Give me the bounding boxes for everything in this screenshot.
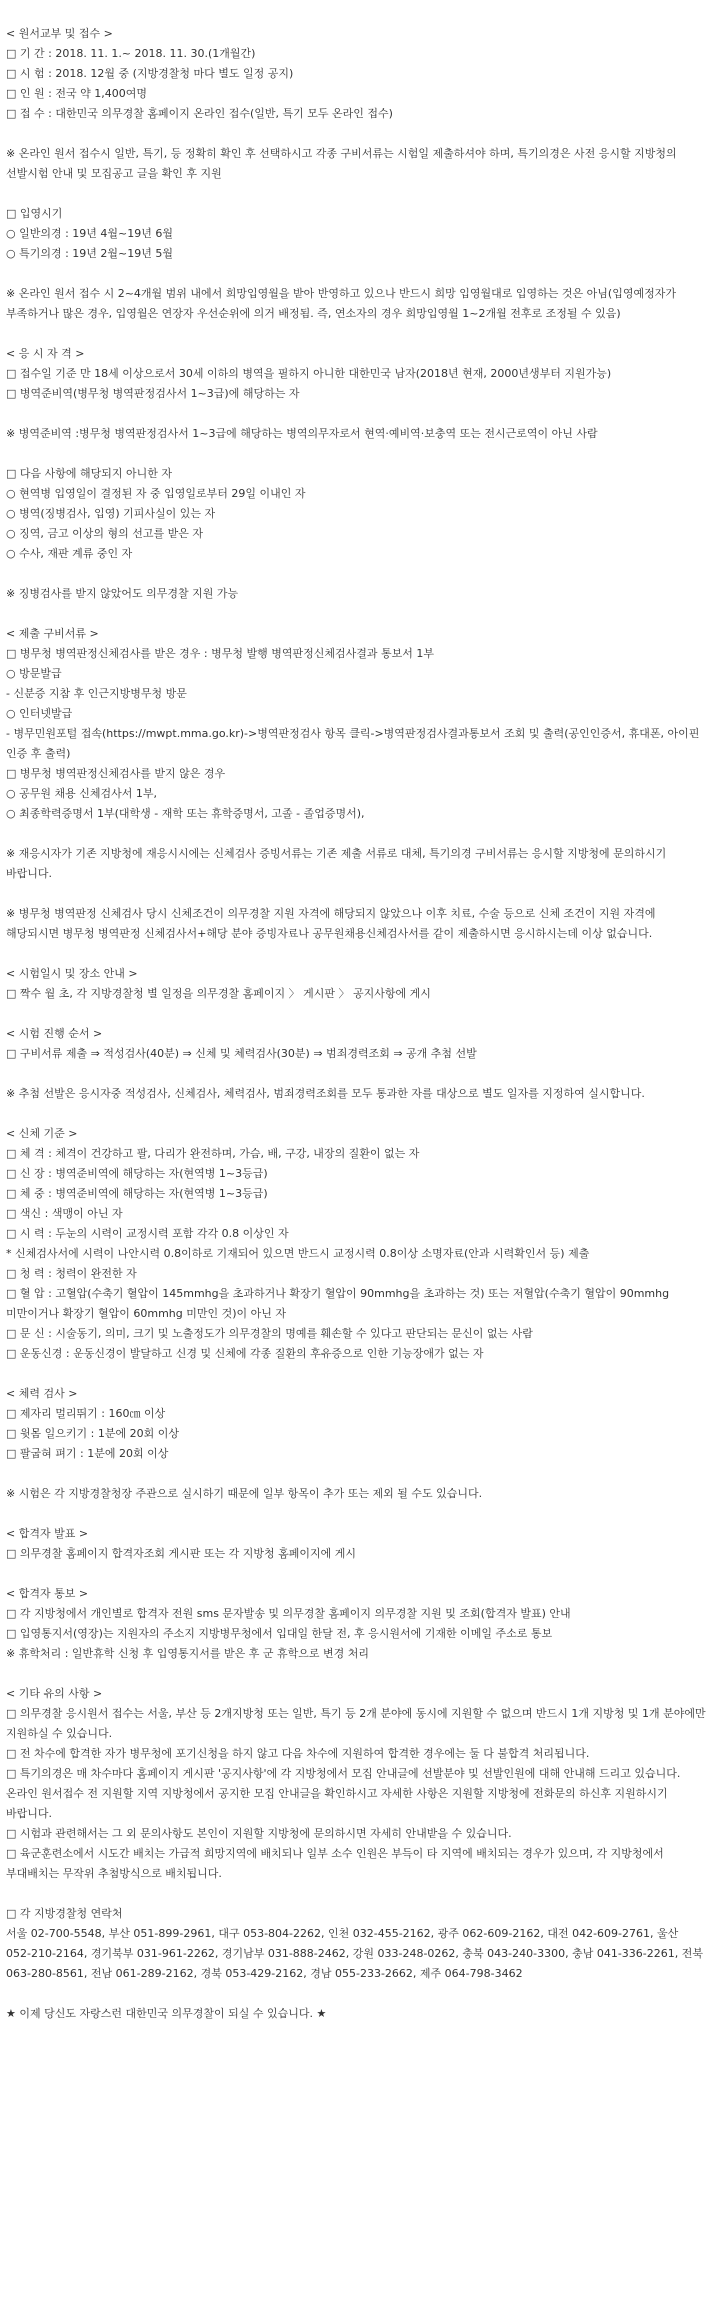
section-line: ○ 특기의경 : 19년 2월~19년 5월 xyxy=(6,247,174,260)
section-heading: ※ 시험은 각 지방경찰청장 주관으로 실시하기 때문에 일부 항목이 추가 또는 제외 될 수도 있습니다. xyxy=(6,1487,483,1500)
section-other xyxy=(6,1684,706,1884)
section-notification xyxy=(6,1584,706,1664)
section-heading: □ 입영시기 xyxy=(6,207,63,220)
section-application xyxy=(6,24,706,124)
section-line: ○ 수사, 재판 계류 중인 자 xyxy=(6,547,133,560)
section-line: □ 의무경찰 응시원서 접수는 서울, 부산 등 2개지방청 또는 일반, 특기 등 2개 분야에 동시에 지원할 수 없으며 반드시 1개 지방청 및 1개 분야에만 지원하실 수 있습니다. xyxy=(6,1707,706,1740)
section-line: □ 혈 압 : 고혈압(수축기 혈압이 145mmhg을 초과하거나 확장기 혈압이 90mmhg을 초과하는 것) 또는 저혈압(수축기 혈압이 90mmhg 미만이거나 확장기 혈압이 60mmhg 미만인 것)이 아닌 자 xyxy=(6,1287,670,1320)
section-fitness xyxy=(6,1384,706,1464)
section-line: □ 청 력 : 청력이 완전한 자 xyxy=(6,1267,137,1280)
section-line: ○ 방문발급 xyxy=(6,667,62,680)
section-heading: < 제출 구비서류 > xyxy=(6,627,99,640)
section-heading: ※ 병역준비역 :병무청 병역판정검사서 1~3급에 해당하는 병역의무자로서 현역·예비역·보충역 또는 전시근로역이 아닌 사람 xyxy=(6,427,598,440)
section-heading: □ 다음 사항에 해당되지 아니한 자 xyxy=(6,467,173,480)
section-line: □ 기 간 : 2018. 11. 1.~ 2018. 11. 30.(1개월간) xyxy=(6,47,256,60)
section-exam-note xyxy=(6,584,706,604)
section-line: - 병무민원포털 접속(https://mwpt.mma.go.kr)->병역판정검사 항목 클릭->병역판정검사결과통보서 조회 및 출력(공인인증서, 휴대폰, 아이핀 인증 후 출력) xyxy=(6,727,700,760)
section-line: □ 색신 : 색맹이 아닌 자 xyxy=(6,1207,123,1220)
section-line: □ 병무청 병역판정신체검사를 받은 경우 : 병무청 발행 병역판정신체검사결과 통보서 1부 xyxy=(6,647,434,660)
section-line: □ 시험과 관련해서는 그 외 문의사항도 본인이 지원할 지방청에 문의하시면 자세히 안내받을 수 있습니다. xyxy=(6,1827,512,1840)
section-line: □ 시 험 : 2018. 12월 중 (지방경찰청 마다 별도 일정 공지) xyxy=(6,67,294,80)
section-line: ※ 휴학처리 : 일반휴학 신청 후 입영통지서를 받은 후 군 휴학으로 변경 처리 xyxy=(6,1647,370,1660)
section-line: □ 전 차수에 합격한 자가 병무청에 포기신청을 하지 않고 다음 차수에 지원하여 합격한 경우에는 둘 다 불합격 처리됩니다. xyxy=(6,1747,590,1760)
section-line: - 신분증 지참 후 인근지방병무청 방문 xyxy=(6,687,187,700)
section-line: □ 신 장 : 병역준비역에 해당하는 자(현역병 1~3등급) xyxy=(6,1167,268,1180)
section-line: ○ 현역병 입영일이 결정된 자 중 입영일로부터 29일 이내인 자 xyxy=(6,487,306,500)
section-reserve-note xyxy=(6,424,706,444)
section-heading: < 응 시 자 격 > xyxy=(6,347,85,360)
section-qualification xyxy=(6,344,706,404)
section-heading: ※ 병무청 병역판정 신체검사 당시 신체조건이 의무경찰 지원 자격에 해당되지 않았으나 이후 치료, 수술 등으로 신체 조건이 지원 자격에 해당되시면 병무청 병역판정 신체검사서+해당 분야 증빙자료나 공무원채용신체검사서를 같이 제출하시면 응시하시는데 이상 없습니다. xyxy=(6,907,656,940)
section-disqualification xyxy=(6,464,706,564)
section-heading: < 시험 진행 순서 > xyxy=(6,1027,103,1040)
section-line: □ 체 중 : 병역준비역에 해당하는 자(현역병 1~3등급) xyxy=(6,1187,268,1200)
section-lottery-note xyxy=(6,1084,706,1104)
section-heading: < 합격자 통보 > xyxy=(6,1587,89,1600)
section-heading: ※ 추첨 선발은 응시자중 적성검사, 신체검사, 체력검사, 범죄경력조회를 모두 통과한 자를 대상으로 별도 일자를 지정하여 실시합니다. xyxy=(6,1087,645,1100)
section-heading: < 기타 유의 사항 > xyxy=(6,1687,103,1700)
section-line: □ 특기의경은 매 차수마다 홈페이지 게시판 '공지사항'에 각 지방청에서 모집 안내글에 선발분야 및 선발인원에 대해 안내해 드리고 있습니다. 온라인 원서접수 전 지원할 지역 지방청에서 공지한 모집 안내글을 확인하시고 자세한 사항은 지원할 지방청에 전화문의 하신후 지원하시기 바랍니다. xyxy=(6,1767,681,1820)
section-heading: ※ 온라인 원서 접수 시 2~4개월 범위 내에서 희망입영월을 받아 반영하고 있으나 반드시 희망 입영월대로 입영하는 것은 아님(입영예정자가 부족하거나 많은 경우, 입영월은 연장자 우선순위에 의거 배정됨. 즉, 연소자의 경우 희망입영월 1~2개월 전후로 조정될 수 있음) xyxy=(6,287,676,320)
section-line: □ 시 력 : 두눈의 시력이 교정시력 포함 각각 0.8 이상인 자 xyxy=(6,1227,289,1240)
section-procedure xyxy=(6,1024,706,1064)
section-line: □ 인 원 : 전국 약 1,400여명 xyxy=(6,87,147,100)
section-heading: < 체력 검사 > xyxy=(6,1387,78,1400)
section-line: ○ 일반의경 : 19년 4월~19년 6월 xyxy=(6,227,174,240)
section-line: □ 문 신 : 시술동기, 의미, 크기 및 노출정도가 의무경찰의 명예를 훼손할 수 있다고 판단되는 문신이 없는 사람 xyxy=(6,1327,533,1340)
section-heading: ★ 이제 당신도 자랑스런 대한민국 의무경찰이 되실 수 있습니다. ★ xyxy=(6,2007,327,2020)
section-contacts xyxy=(6,1904,706,1984)
section-line: □ 팔굽혀 펴기 : 1분에 20회 이상 xyxy=(6,1447,169,1460)
section-line: □ 제자리 멀리뛰기 : 160㎝ 이상 xyxy=(6,1407,166,1420)
section-line: * 신체검사서에 시력이 나안시력 0.8이하로 기재되어 있으면 반드시 교정시력 0.8이상 소명자료(안과 시력확인서 등) 제출 xyxy=(6,1247,590,1260)
section-online-note xyxy=(6,144,706,184)
section-line: □ 접수일 기준 만 18세 이상으로서 30세 이하의 병역을 필하지 아니한 대한민국 남자(2018년 현재, 2000년생부터 지원가능) xyxy=(6,367,612,380)
section-line: □ 접 수 : 대한민국 의무경찰 홈페이지 온라인 접수(일반, 특기 모두 온라인 접수) xyxy=(6,107,393,120)
section-physical xyxy=(6,1124,706,1364)
section-heading: ※ 재응시자가 기존 지방청에 재응시시에는 신체검사 증빙서류는 기존 제출 서류로 대체, 특기의경 구비서류는 응시할 지방청에 문의하시기 바랍니다. xyxy=(6,847,667,880)
section-line: □ 구비서류 제출 ⇒ 적성검사(40분) ⇒ 신체 및 체력검사(30분) ⇒ 범죄경력조회 ⇒ 공개 추첨 선발 xyxy=(6,1047,477,1060)
section-heading: ※ 온라인 원서 접수시 일반, 특기, 등 정확히 확인 후 선택하시고 각종 구비서류는 시험일 제출하셔야 하며, 특기의경은 사전 응시할 지방청의 선발시험 안내 및 모집공고 글을 확인 후 지원 xyxy=(6,147,677,180)
section-line: ○ 인터넷발급 xyxy=(6,707,73,720)
section-line: □ 윗몸 일으키기 : 1분에 20회 이상 xyxy=(6,1427,179,1440)
section-line: □ 운동신경 : 운동신경이 발달하고 신경 및 신체에 각종 질환의 후유증으로 인한 기능장애가 없는 자 xyxy=(6,1347,484,1360)
section-heading: < 원서교부 및 접수 > xyxy=(6,27,113,40)
section-heading: □ 각 지방경찰청 연락처 xyxy=(6,1907,123,1920)
section-line: □ 육군훈련소에서 시도간 배치는 가급적 희망지역에 배치되나 일부 소수 인원은 부득이 타 지역에 배치되는 경우가 있으며, 각 지방청에서 부대배치는 무작위 추첨방식으로 배치됩니다. xyxy=(6,1847,664,1880)
section-line: □ 짝수 월 초, 각 지방경찰청 별 일정을 의무경찰 홈페이지 〉 게시판 〉 공지사항에 게시 xyxy=(6,987,431,1000)
section-line: □ 병역준비역(병무청 병역판정검사서 1~3급)에 해당하는 자 xyxy=(6,387,300,400)
section-line: □ 입영통지서(영장)는 지원자의 주소지 지방병무청에서 입대일 한달 전, 후 응시원서에 기재한 이메일 주소로 통보 xyxy=(6,1627,553,1640)
section-line: ○ 징역, 금고 이상의 형의 선고를 받은 자 xyxy=(6,527,203,540)
section-line: ○ 최종학력증명서 1부(대학생 - 재학 또는 휴학증명서, 고졸 - 졸업증명서), xyxy=(6,807,365,820)
section-line: ○ 공무원 채용 신체검사서 1부, xyxy=(6,787,157,800)
section-line: □ 병무청 병역판정신체검사를 받지 않은 경우 xyxy=(6,767,226,780)
section-heading: < 신체 기준 > xyxy=(6,1127,78,1140)
section-heading: < 합격자 발표 > xyxy=(6,1527,89,1540)
section-schedule xyxy=(6,964,706,1004)
section-line: ○ 병역(징병검사, 입영) 기피사실이 있는 자 xyxy=(6,507,216,520)
section-heading: < 시험일시 및 장소 안내 > xyxy=(6,967,138,980)
section-line: 서울 02-700-5548, 부산 051-899-2961, 대구 053-804-2262, 인천 032-455-2162, 광주 062-609-2162, 대전 042-609-2761, 울산 052-210-2164, 경기북부 031-961-2262, 경기남부 031-888-2462, 강원 033-248-0262, 충북 043-240-3300, 충남 041-336-2261, 전북 063-280-8561, 전남 061-289-2162, 경북 053-429-2162, 경남 055-233-2662, 제주 064-798-3462 xyxy=(6,1927,703,1980)
section-documents xyxy=(6,624,706,824)
section-announcement xyxy=(6,1524,706,1564)
section-rehire-note xyxy=(6,844,706,884)
section-heading: ※ 징병검사를 받지 않았어도 의무경찰 지원 가능 xyxy=(6,587,239,600)
section-closing xyxy=(6,2004,706,2024)
section-medical-note xyxy=(6,904,706,944)
section-line: □ 각 지방청에서 개인별로 합격자 전원 sms 문자발송 및 의무경찰 홈페이지 의무경찰 지원 및 조회(합격자 발표) 안내 xyxy=(6,1607,571,1620)
section-enlistment xyxy=(6,204,706,264)
section-line: □ 체 격 : 체격이 건강하고 팔, 다리가 완전하며, 가슴, 배, 구강, 내장의 질환이 없는 자 xyxy=(6,1147,420,1160)
section-fitness-note xyxy=(6,1484,706,1504)
section-line: □ 의무경찰 홈페이지 합격자조회 게시판 또는 각 지방청 홈페이지에 게시 xyxy=(6,1547,357,1560)
section-enlistment-note xyxy=(6,284,706,324)
